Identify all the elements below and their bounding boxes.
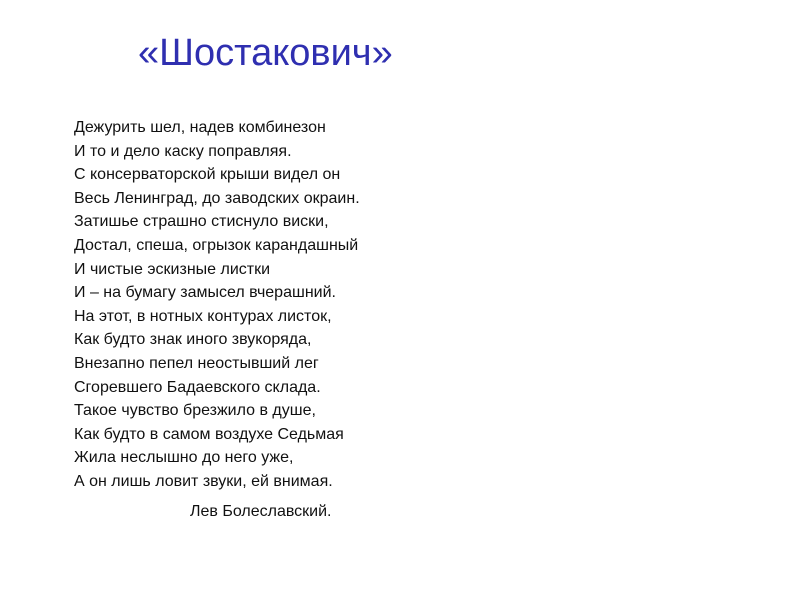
poem-line: Весь Ленинград, до заводских окраин. — [74, 189, 360, 207]
poem-line: И чистые эскизные листки — [74, 260, 271, 278]
poem-line: Как будто знак иного звукоряда, — [74, 331, 312, 349]
poem-text — [74, 116, 360, 494]
poem-line: Внезапно пепел неостывший лег — [74, 354, 319, 372]
poem-line: Сгоревшего Бадаевского склада. — [74, 378, 321, 396]
poem-line: На этот, в нотных контурах листок, — [74, 307, 332, 325]
poem-author: Лев Болеславский. — [190, 503, 332, 520]
poem-line: Как будто в самом воздухе Седьмая — [74, 425, 344, 443]
poem-line: Такое чувство брезжило в душе, — [74, 402, 316, 420]
slide-title: «Шостакович» — [138, 32, 393, 74]
poem-line: Достал, спеша, огрызок карандашный — [74, 236, 359, 254]
poem-line: С консерваторской крыши видел он — [74, 166, 341, 184]
poem-line: И – на бумагу замысел вчерашний. — [74, 284, 336, 302]
poem-line: Затишье страшно стиснуло виски, — [74, 213, 329, 231]
poem-line: Дежурить шел, надев комбинезон — [74, 119, 326, 136]
poem-line: А он лишь ловит звуки, ей внимая. — [74, 472, 333, 490]
poem-line: И то и дело каску поправляя. — [74, 142, 292, 160]
poem-line: Жила неслышно до него уже, — [74, 449, 294, 467]
